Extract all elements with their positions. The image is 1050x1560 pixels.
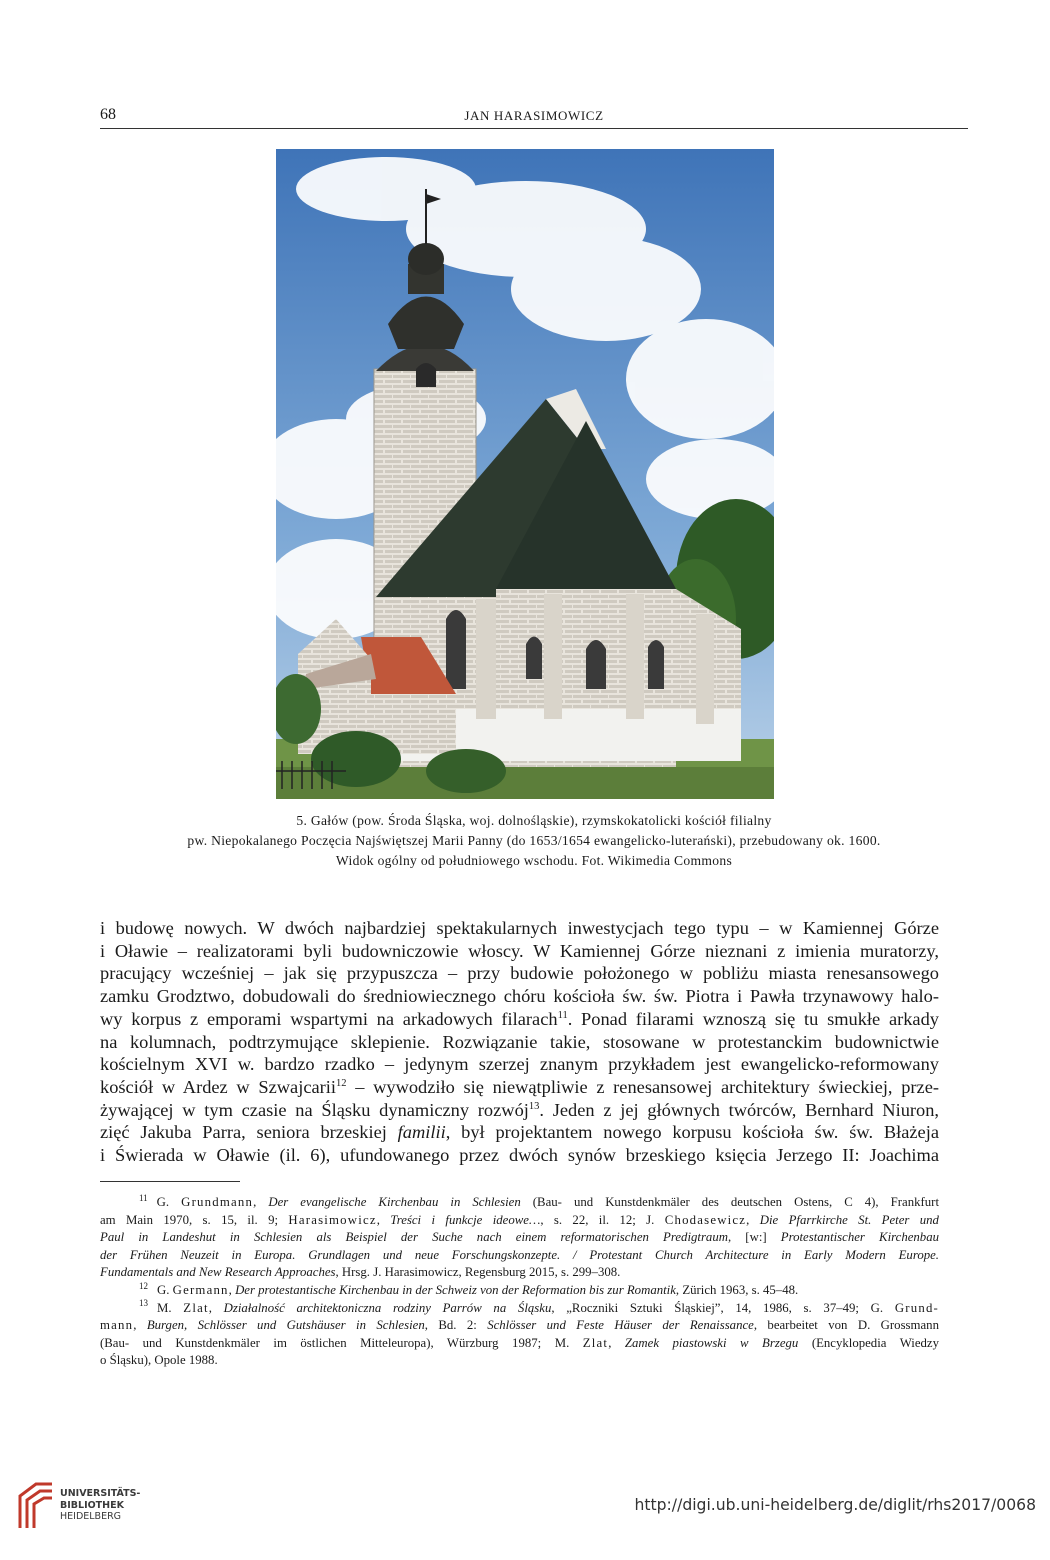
- body-text: [100, 917, 939, 1167]
- text-line: i Oławie – realizatorami byli budowniczowie włoscy. W Kamiennej Górze nieznani z imienia muratorzy,: [100, 940, 939, 961]
- text-line: zamku Grodztwo, dobudowali do średniowiecznego chóru kościoła św. św. Piotra i Pawła trzynawowy halo-: [100, 986, 939, 1007]
- footnote-11: $^{11}$ G. Grundmann, Der evangelische Kirchenbau in Schlesien (Bau- und Kunstdenkmäler des deutschen Ostens, C 4), Frankfurt am Main 1970, s. 15, il. 9; Harasimowicz, Treści i funkcje ideowe…, s. 22, il. 12; J. Chodasewicz, Die Pfarrkirche St. Peter und Paul in Landeshut in Schlesien als Beispiel der Suche nach einem reformatorischen Predigtraum, [w:] Protestantischer Kirchenbau der Frühen Neuzeit in Europa. Grundlagen und neue Forschungskonzepte. / Protestant Church Architecture in Early Modern Europe. Fundamentals and New Research Approaches, Hrsg. J. Harasimowicz, Regensburg 2015, s. 299–308.: [100, 1192, 940, 1280]
- text-line: i budowę nowych. W dwóch najbardziej spektakularnych inwestycjach tego typu – w Kamiennej Górze: [100, 918, 939, 938]
- text-line: żywającej w tym czasie na Śląsku dynamiczny rozwój$^{13}$. Jeden z jej głównych twórców, Bernhard Niuron,: [100, 1099, 939, 1120]
- footnotes: [100, 1194, 939, 1370]
- digital-object-url[interactable]: http://digi.ub.uni-heidelberg.de/diglit/rhs2017/0068: [634, 1496, 1036, 1514]
- footnote-13: $^{13}$ M. Zlat, Działalność architektoniczna rodziny Parrów na Śląsku, „Roczniki Sztuki Śląskiej”, 14, 1986, s. 37–49; G. Grund- mann, Burgen, Schlösser und Gutshäuser in Schlesien, Bd. 2: Schlösser und Feste Häuser der Renaissance, bearbeitet von D. Grossmann (Bau- und Kunstdenkmäler im östlichen Mitteleuropa), Würzburg 1987; M. Zlat, Zamek piastowski w Brzegu (Encyklopedia Wiedzy o Śląsku), Opole 1988.: [100, 1298, 940, 1368]
- text-line: kościelnym XVI w. bardzo rzadko – jedynym szerzej znanym przykładem jest ewangelicko-reformowany: [100, 1054, 939, 1075]
- running-head: [100, 104, 968, 129]
- caption-line: 5. Gałów (pow. Środa Śląska, woj. dolnośląskie), rzymskokatolicki kościół filialny: [296, 813, 772, 828]
- page-number: 68: [100, 106, 116, 123]
- caption-line: Widok ogólny od południowego wschodu. Fot. Wikimedia Commons: [335, 853, 733, 868]
- footnote-ref[interactable]: 13: [528, 1100, 540, 1112]
- running-title-author: JAN HARASIMOWICZ: [464, 108, 604, 123]
- footnote-12: $^{12}$ G. Germann, Der protestantische Kirchenbau in der Schweiz von der Reformation bis zur Romantik, Zürich 1963, s. 45–48.: [139, 1280, 799, 1297]
- logo-line: BIBLIOTHEK: [60, 1499, 124, 1511]
- church-photograph: [276, 149, 774, 799]
- text-line: na kolumnach, podtrzymujące sklepienie. Rozwiązanie takie, stosowane w protestanckim budownictwie: [100, 1031, 939, 1052]
- footnote-separator: [100, 1181, 240, 1182]
- text-line: pracujący wcześniej – jak się przypuszcza – przy budowie położonego w pobliżu miasta renesansowego: [100, 963, 939, 984]
- text-line: wy korpus z emporami wspartymi na arkadowych filarach$^{11}$. Ponad filarami wznoszą się tu smukłe arkady: [100, 1008, 939, 1029]
- library-emblem-icon: [16, 1482, 56, 1530]
- figure-caption: [100, 811, 968, 871]
- logo-line: HEIDELBERG: [60, 1511, 122, 1522]
- footnote-ref[interactable]: 12: [336, 1077, 347, 1089]
- text-line: zięć Jakuba Parra, seniora brzeskiej familii, był projektantem nowego korpusu kościoła św. św. Błażeja: [100, 1122, 939, 1143]
- footnote-ref[interactable]: 11: [557, 1009, 568, 1021]
- text-line: i Świerada w Oławie (il. 6), ufundowanego przez dwóch synów brzeskiego księcia Jerzego II: Joachima: [100, 1145, 939, 1166]
- library-logo[interactable]: [16, 1482, 176, 1542]
- logo-line: UNIVERSITÄTS-: [60, 1488, 141, 1499]
- text-line: kościół w Ardez w Szwajcarii$^{12}$ – wywodziło się niewątpliwie z renesansowej architektury świeckiej, prze-: [100, 1076, 939, 1097]
- caption-line: pw. Niepokalanego Poczęcia Najświętszej Marii Panny (do 1653/1654 ewangelicko-luterański), przebudowany ok. 1600.: [187, 833, 881, 848]
